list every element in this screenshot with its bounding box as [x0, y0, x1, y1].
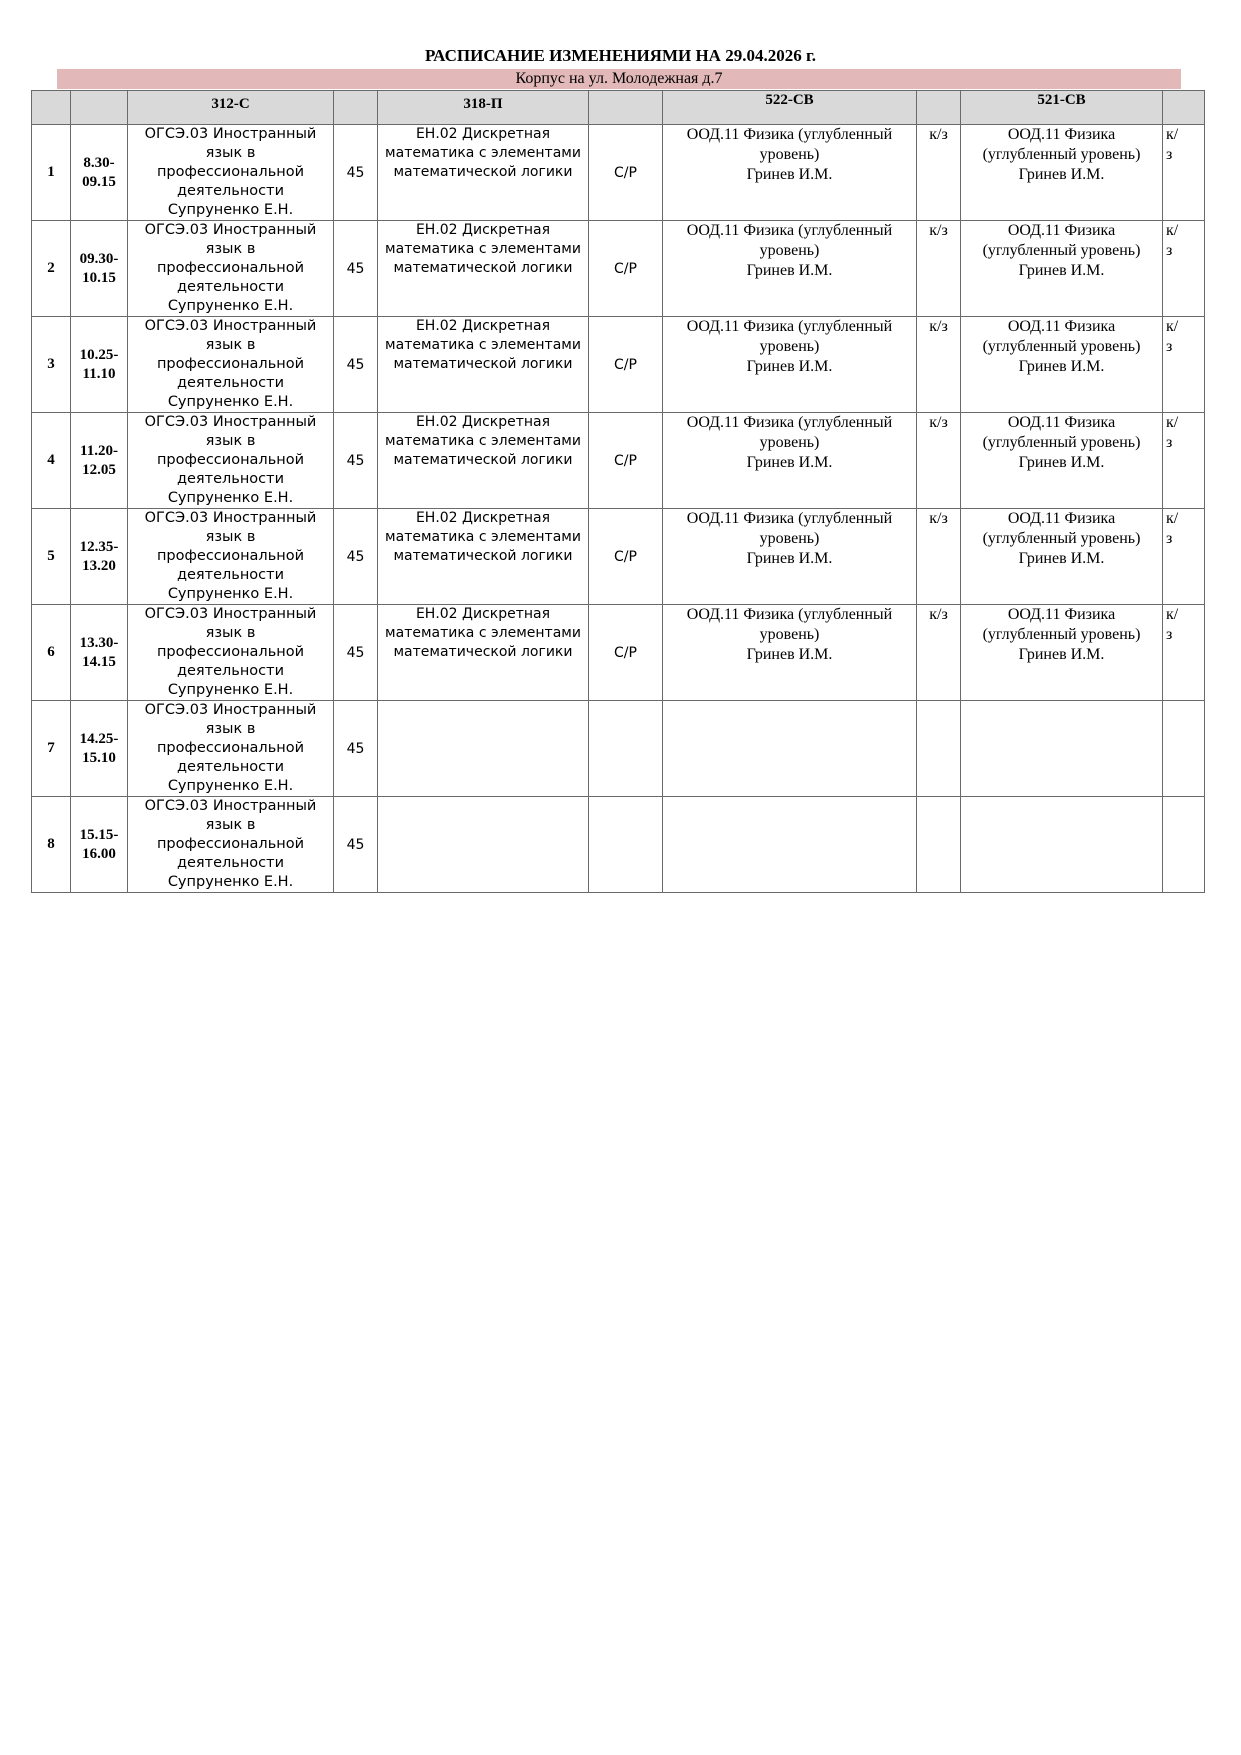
subject-312-c-line: деятельности	[176, 567, 285, 583]
subject-521-sv-line: Гринев И.М.	[1018, 550, 1105, 567]
lesson-time-line: 13.30-	[79, 634, 119, 651]
subject-522-sv-line: ООД.11 Физика (углубленный	[686, 222, 893, 239]
room-312-c	[334, 221, 378, 317]
subject-312-c-line: Супруненко Е.Н.	[167, 778, 294, 794]
subject-312-c-line: язык в профессиональной	[156, 721, 305, 756]
room-312-c	[334, 413, 378, 509]
subject-312-c-line: Супруненко Е.Н.	[167, 586, 294, 602]
lesson-row	[32, 317, 1205, 413]
subject-522-sv-line: уровень)	[759, 338, 820, 355]
group-header-522-sv: 522-СВ	[663, 91, 917, 125]
subject-521-sv	[961, 317, 1163, 413]
lesson-number-line: 6	[47, 644, 55, 660]
subject-318-p-line: ЕН.02 Дискретная	[415, 606, 551, 622]
subject-312-c-line: Супруненко Е.Н.	[167, 394, 294, 410]
lesson-time-line: 09.15	[82, 173, 116, 190]
subject-312-c	[128, 509, 334, 605]
subject-312-c	[128, 701, 334, 797]
group-header-521-sv: 521-СВ	[961, 91, 1163, 125]
lesson-time	[71, 413, 128, 509]
lesson-time-line: 16.00	[82, 845, 116, 862]
group-header-312-c: 312-С	[128, 91, 334, 125]
subject-521-sv-line: ООД.11 Физика	[1007, 318, 1116, 335]
subject-312-c	[128, 605, 334, 701]
lesson-time-line: 14.25-	[79, 730, 119, 747]
subject-521-sv-line: (углубленный уровень)	[982, 434, 1141, 451]
subject-521-sv-line: ООД.11 Физика	[1007, 126, 1116, 143]
lesson-time-line: 10.15	[82, 269, 116, 286]
subject-522-sv-line: Гринев И.М.	[746, 358, 833, 375]
lesson-time-line: 11.10	[82, 365, 116, 382]
subject-312-c-line: Супруненко Е.Н.	[167, 682, 294, 698]
room-521-sv-line: з	[1166, 530, 1173, 547]
subject-521-sv-line: (углубленный уровень)	[982, 626, 1141, 643]
room-312-c-line: 45	[346, 452, 365, 469]
subject-521-sv-line: Гринев И.М.	[1018, 646, 1105, 663]
subject-318-p-line: математической логики	[393, 452, 573, 468]
room-521-sv-line: з	[1166, 434, 1173, 451]
subject-318-p	[378, 605, 589, 701]
subject-318-p-line: математика с элементами	[385, 241, 581, 257]
lesson-time	[71, 221, 128, 317]
lesson-number	[32, 317, 71, 413]
subject-522-sv	[663, 317, 917, 413]
lesson-time-line: 15.10	[82, 749, 116, 766]
room-318-p-line: С/Р	[614, 164, 637, 181]
lesson-time	[71, 605, 128, 701]
room-312-c-line: 45	[346, 356, 365, 373]
lesson-number	[32, 413, 71, 509]
room-521-sv-line: з	[1166, 242, 1173, 259]
subject-312-c	[128, 125, 334, 221]
subject-318-p-line: ЕН.02 Дискретная	[415, 510, 551, 526]
subject-522-sv	[663, 605, 917, 701]
room-522-sv	[917, 317, 961, 413]
subject-312-c	[128, 413, 334, 509]
header-time-cell	[71, 91, 128, 125]
subject-522-sv-line: Гринев И.М.	[746, 262, 833, 279]
subject-318-p-line: ЕН.02 Дискретная	[415, 126, 551, 142]
subject-318-p-line: математической логики	[393, 356, 573, 372]
room-318-p	[589, 701, 663, 797]
subject-312-c-line: деятельности	[176, 183, 285, 199]
room-522-sv-line: к/з	[929, 222, 948, 239]
room-521-sv-line: к/	[1166, 510, 1179, 527]
lesson-time-line: 14.15	[82, 653, 116, 670]
subject-521-sv-line: Гринев И.М.	[1018, 454, 1105, 471]
subject-312-c-line: язык в профессиональной	[156, 145, 305, 180]
room-312-c-line: 45	[346, 644, 365, 661]
room-521-sv-line: з	[1166, 626, 1173, 643]
room-312-c	[334, 509, 378, 605]
lesson-number-line: 5	[47, 548, 55, 564]
schedule-table	[31, 90, 1205, 893]
subject-521-sv	[961, 413, 1163, 509]
subject-312-c-line: Супруненко Е.Н.	[167, 490, 294, 506]
room-312-c-line: 45	[346, 836, 365, 853]
room-521-sv-line: з	[1166, 146, 1173, 163]
subject-312-c-line: язык в профессиональной	[156, 241, 305, 276]
header-room-cell	[589, 91, 663, 125]
subject-521-sv-line: Гринев И.М.	[1018, 262, 1105, 279]
room-312-c-line: 45	[346, 260, 365, 277]
room-521-sv	[1163, 317, 1205, 413]
subject-312-c-line: ОГСЭ.03 Иностранный	[144, 414, 317, 430]
room-318-p-line: С/Р	[614, 356, 637, 373]
subject-521-sv	[961, 509, 1163, 605]
subject-312-c-line: язык в профессиональной	[156, 337, 305, 372]
lesson-number-line: 1	[47, 164, 55, 180]
subject-522-sv-line: уровень)	[759, 434, 820, 451]
subject-522-sv	[663, 797, 917, 893]
lesson-number-line: 3	[47, 356, 55, 372]
header-room-cell	[334, 91, 378, 125]
subject-312-c	[128, 797, 334, 893]
subject-522-sv	[663, 509, 917, 605]
subject-312-c-line: деятельности	[176, 375, 285, 391]
subject-522-sv-line: Гринев И.М.	[746, 166, 833, 183]
subject-521-sv-line: ООД.11 Физика	[1007, 414, 1116, 431]
header-row	[32, 91, 1205, 125]
subject-312-c-line: язык в профессиональной	[156, 433, 305, 468]
subject-318-p-line: математика с элементами	[385, 145, 581, 161]
room-521-sv	[1163, 413, 1205, 509]
subject-522-sv-line: уровень)	[759, 626, 820, 643]
subject-521-sv-line: (углубленный уровень)	[982, 146, 1141, 163]
lesson-time	[71, 701, 128, 797]
subject-522-sv	[663, 413, 917, 509]
subject-312-c-line: деятельности	[176, 663, 285, 679]
header-num-cell	[32, 91, 71, 125]
subject-522-sv-line: ООД.11 Физика (углубленный	[686, 126, 893, 143]
room-312-c	[334, 605, 378, 701]
subject-521-sv-line: ООД.11 Физика	[1007, 606, 1116, 623]
lesson-time-line: 12.35-	[79, 538, 119, 555]
room-522-sv-line: к/з	[929, 318, 948, 335]
subject-318-p	[378, 509, 589, 605]
subject-318-p	[378, 221, 589, 317]
header-room-cell	[1163, 91, 1205, 125]
subject-312-c-line: Супруненко Е.Н.	[167, 874, 294, 890]
room-522-sv	[917, 125, 961, 221]
room-522-sv	[917, 797, 961, 893]
room-318-p-line: С/Р	[614, 260, 637, 277]
room-318-p	[589, 509, 663, 605]
room-521-sv	[1163, 797, 1205, 893]
subject-521-sv	[961, 221, 1163, 317]
subject-318-p-line: математика с элементами	[385, 337, 581, 353]
lesson-number	[32, 509, 71, 605]
lesson-time-line: 8.30-	[83, 154, 115, 171]
lesson-number	[32, 125, 71, 221]
subject-318-p	[378, 125, 589, 221]
room-521-sv	[1163, 221, 1205, 317]
subject-312-c-line: язык в профессиональной	[156, 529, 305, 564]
room-521-sv-line: к/	[1166, 414, 1179, 431]
lesson-row	[32, 125, 1205, 221]
subject-318-p-line: математической логики	[393, 548, 573, 564]
subject-312-c	[128, 317, 334, 413]
lesson-row	[32, 605, 1205, 701]
subject-522-sv-line: ООД.11 Физика (углубленный	[686, 606, 893, 623]
lesson-time-line: 09.30-	[79, 250, 119, 267]
subject-521-sv	[961, 701, 1163, 797]
subject-312-c-line: ОГСЭ.03 Иностранный	[144, 222, 317, 238]
room-312-c	[334, 125, 378, 221]
subject-318-p-line: математика с элементами	[385, 529, 581, 545]
room-521-sv-line: к/	[1166, 222, 1179, 239]
subject-521-sv-line: (углубленный уровень)	[982, 242, 1141, 259]
subject-318-p	[378, 317, 589, 413]
subject-521-sv-line: ООД.11 Физика	[1007, 510, 1116, 527]
subject-521-sv	[961, 605, 1163, 701]
subject-318-p-line: математической логики	[393, 644, 573, 660]
subject-312-c-line: язык в профессиональной	[156, 625, 305, 660]
subject-312-c-line: деятельности	[176, 279, 285, 295]
subject-318-p-line: ЕН.02 Дискретная	[415, 414, 551, 430]
lesson-time-line: 10.25-	[79, 346, 119, 363]
subject-521-sv-line: (углубленный уровень)	[982, 530, 1141, 547]
subject-312-c-line: ОГСЭ.03 Иностранный	[144, 510, 317, 526]
subject-312-c-line: Супруненко Е.Н.	[167, 298, 294, 314]
lesson-time	[71, 125, 128, 221]
room-522-sv-line: к/з	[929, 414, 948, 431]
lesson-time	[71, 797, 128, 893]
subject-318-p	[378, 701, 589, 797]
room-522-sv	[917, 701, 961, 797]
building-banner: Корпус на ул. Молодежная д.7	[57, 69, 1181, 89]
room-318-p-line: С/Р	[614, 548, 637, 565]
room-318-p	[589, 605, 663, 701]
subject-522-sv	[663, 701, 917, 797]
lesson-row	[32, 221, 1205, 317]
subject-522-sv-line: Гринев И.М.	[746, 550, 833, 567]
room-522-sv	[917, 509, 961, 605]
room-522-sv-line: к/з	[929, 126, 948, 143]
subject-312-c-line: деятельности	[176, 471, 285, 487]
room-318-p-line: С/Р	[614, 644, 637, 661]
subject-522-sv-line: Гринев И.М.	[746, 646, 833, 663]
subject-318-p-line: математической логики	[393, 164, 573, 180]
subject-521-sv-line: (углубленный уровень)	[982, 338, 1141, 355]
lesson-row	[32, 509, 1205, 605]
room-318-p	[589, 413, 663, 509]
lesson-time-line: 12.05	[82, 461, 116, 478]
room-312-c-line: 45	[346, 740, 365, 757]
subject-522-sv-line: ООД.11 Физика (углубленный	[686, 510, 893, 527]
room-522-sv	[917, 221, 961, 317]
room-521-sv	[1163, 701, 1205, 797]
subject-318-p-line: ЕН.02 Дискретная	[415, 222, 551, 238]
subject-522-sv-line: уровень)	[759, 146, 820, 163]
lesson-time-line: 11.20-	[80, 442, 118, 459]
room-318-p	[589, 317, 663, 413]
subject-318-p-line: ЕН.02 Дискретная	[415, 318, 551, 334]
room-521-sv	[1163, 125, 1205, 221]
lesson-number-line: 4	[47, 452, 55, 468]
subject-522-sv-line: ООД.11 Физика (углубленный	[686, 318, 893, 335]
room-318-p	[589, 125, 663, 221]
lesson-number	[32, 701, 71, 797]
lesson-time-line: 13.20	[82, 557, 116, 574]
room-318-p	[589, 797, 663, 893]
room-318-p	[589, 221, 663, 317]
subject-522-sv-line: уровень)	[759, 242, 820, 259]
page-title: РАСПИСАНИЕ ИЗМЕНЕНИЯМИ НА 29.04.2026 г.	[424, 46, 817, 65]
subject-521-sv	[961, 797, 1163, 893]
subject-312-c-line: ОГСЭ.03 Иностранный	[144, 318, 317, 334]
subject-521-sv	[961, 125, 1163, 221]
lesson-row	[32, 701, 1205, 797]
lesson-number-line: 8	[47, 836, 55, 852]
subject-318-p-line: математической логики	[393, 260, 573, 276]
lesson-time-line: 15.15-	[79, 826, 119, 843]
subject-522-sv	[663, 125, 917, 221]
subject-522-sv	[663, 221, 917, 317]
subject-318-p	[378, 797, 589, 893]
room-522-sv	[917, 413, 961, 509]
subject-522-sv-line: Гринев И.М.	[746, 454, 833, 471]
subject-521-sv-line: Гринев И.М.	[1018, 166, 1105, 183]
lesson-number	[32, 605, 71, 701]
subject-312-c-line: ОГСЭ.03 Иностранный	[144, 606, 317, 622]
room-521-sv-line: к/	[1166, 606, 1179, 623]
subject-521-sv-line: ООД.11 Физика	[1007, 222, 1116, 239]
room-522-sv	[917, 605, 961, 701]
room-312-c	[334, 317, 378, 413]
subject-312-c-line: Супруненко Е.Н.	[167, 202, 294, 218]
subject-312-c-line: деятельности	[176, 759, 285, 775]
lesson-row	[32, 413, 1205, 509]
lesson-time	[71, 509, 128, 605]
subject-312-c	[128, 221, 334, 317]
room-312-c	[334, 797, 378, 893]
subject-522-sv-line: уровень)	[759, 530, 820, 547]
room-318-p-line: С/Р	[614, 452, 637, 469]
subject-318-p-line: математика с элементами	[385, 433, 581, 449]
lesson-row	[32, 797, 1205, 893]
lesson-number	[32, 221, 71, 317]
subject-318-p	[378, 413, 589, 509]
subject-522-sv-line: ООД.11 Физика (углубленный	[686, 414, 893, 431]
subject-312-c-line: ОГСЭ.03 Иностранный	[144, 126, 317, 142]
subject-312-c-line: деятельности	[176, 855, 285, 871]
subject-521-sv-line: Гринев И.М.	[1018, 358, 1105, 375]
room-521-sv-line: к/	[1166, 318, 1179, 335]
lesson-number-line: 7	[47, 740, 55, 756]
group-header-318-p: 318-П	[378, 91, 589, 125]
lesson-number-line: 2	[47, 260, 55, 276]
subject-318-p-line: математика с элементами	[385, 625, 581, 641]
room-522-sv-line: к/з	[929, 510, 948, 527]
subject-312-c-line: ОГСЭ.03 Иностранный	[144, 702, 317, 718]
room-312-c	[334, 701, 378, 797]
subject-312-c-line: ОГСЭ.03 Иностранный	[144, 798, 317, 814]
lesson-time	[71, 317, 128, 413]
subject-312-c-line: язык в профессиональной	[156, 817, 305, 852]
room-521-sv	[1163, 605, 1205, 701]
room-521-sv-line: к/	[1166, 126, 1179, 143]
room-312-c-line: 45	[346, 548, 365, 565]
room-312-c-line: 45	[346, 164, 365, 181]
header-room-cell	[917, 91, 961, 125]
lesson-number	[32, 797, 71, 893]
room-521-sv	[1163, 509, 1205, 605]
room-522-sv-line: к/з	[929, 606, 948, 623]
room-521-sv-line: з	[1166, 338, 1173, 355]
